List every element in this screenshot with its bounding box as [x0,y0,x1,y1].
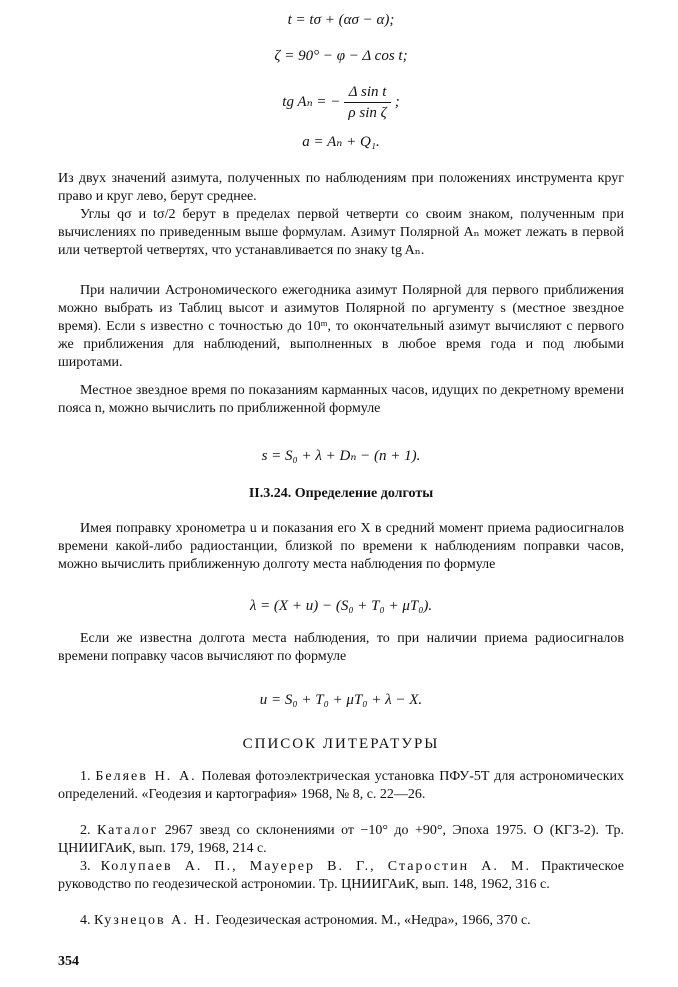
page-number: 354 [58,954,79,969]
reference-item [58,822,624,858]
reference-number: 2. [80,823,91,838]
paragraph-sidereal-time: Местное звездное время по показаниям карманных часов, идущих по декретному времени пояса n, можно вычислить по приближенной формуле [58,383,624,416]
formula-t: t = tσ + (ασ − α); [287,12,395,28]
reference-item [58,858,624,894]
paragraph-known-longitude: Если же известна долгота места наблюдения, то при наличии приема радиосигналов времени поправку часов вычисляют по формуле [58,631,624,664]
document-page [58,0,624,987]
reference-text: 2967 звезд со склонениями от −10° до +90°, Эпоха 1975. О (КГЗ-2). Тр. ЦНИИГАиК, вып. 179, 1968, 214 с. [58,823,625,856]
reference-item [58,768,624,804]
reference-author: Кузнецов А. Н. [94,913,212,928]
formula-tg-a-lhs: tg Aₙ = − [282,93,341,110]
reference-text: Практическое руководство по геодезической астрономии. Тр. ЦНИИГАиК, вып. 148, 1962, 316 с. [58,859,625,892]
formula-lambda: λ = (X + u) − (S₀ + T₀ + μT₀). [249,598,433,614]
formula-tg-a [58,82,624,123]
reference-author: Каталог [96,823,159,838]
reference-text: Геодезическая астрономия. М., «Недра», 1966, 370 с. [215,913,531,928]
reference-number: 3. [80,859,91,874]
reference-item [58,912,624,930]
formula-a: a = Aₙ + Q₁. [302,134,380,150]
formula-s: s = S₀ + λ + Dₙ − (n + 1). [261,448,421,464]
references-title: СПИСОК ЛИТЕРАТУРЫ [242,736,440,752]
formula-fraction [344,82,390,123]
reference-number: 1. [80,769,91,784]
paragraph-azimuth-average: Из двух значений азимута, полученных по наблюдениям при положениях инструмента круг право и круг лево, берут среднее. [58,171,624,204]
reference-author: Колупаев А. П., Мауерер В. Г., Старостин А. М. [100,859,531,874]
formula-u: u = S₀ + T₀ + μT₀ + λ − X. [259,692,423,708]
section-heading: II.3.24. Определение долготы [248,486,434,501]
formula-tg-a-tail: ; [394,93,400,110]
paragraph-angles: Углы qσ и tσ/2 берут в пределах первой четверти со своим знаком, полученным при вычислениях по приведенным выше формулам. Азимут Полярной Aₙ может лежать в первой или четвертой четвертях, что устанавливается по знаку tg Aₙ. [58,207,624,258]
paragraph-yearbook: При наличии Астрономического ежегодника азимут Полярной для первого приближения можно выбрать из Таблиц высот и азимутов Полярной по аргументу s (местное звездное время). Если s известно с точностью до 10ᵐ, то окончательный азимут вычисляют с первого же приближения для наблюдений, выполненных в любое время года и под любыми широтами. [58,283,624,370]
reference-author: Беляев Н. А. [95,769,197,784]
fraction-denominator: ρ sin ζ [348,105,387,121]
fraction-numerator: Δ sin t [344,82,390,103]
reference-number: 4. [80,913,91,928]
formula-zeta: ζ = 90° − φ − Δ cos t; [274,48,408,64]
reference-text: Полевая фотоэлектрическая установка ПФУ-5Т для астрономических определений. «Геодезия и картография» 1968, № 8, с. 22—26. [58,769,625,802]
paragraph-chronometer: Имея поправку хронометра u и показания его X в средний момент приема радиосигналов времени какой-либо радиостанции, близкой по времени к наблюдениям поправки часов, можно вычислить приближенную долготу места наблюдения по формуле [58,521,624,572]
